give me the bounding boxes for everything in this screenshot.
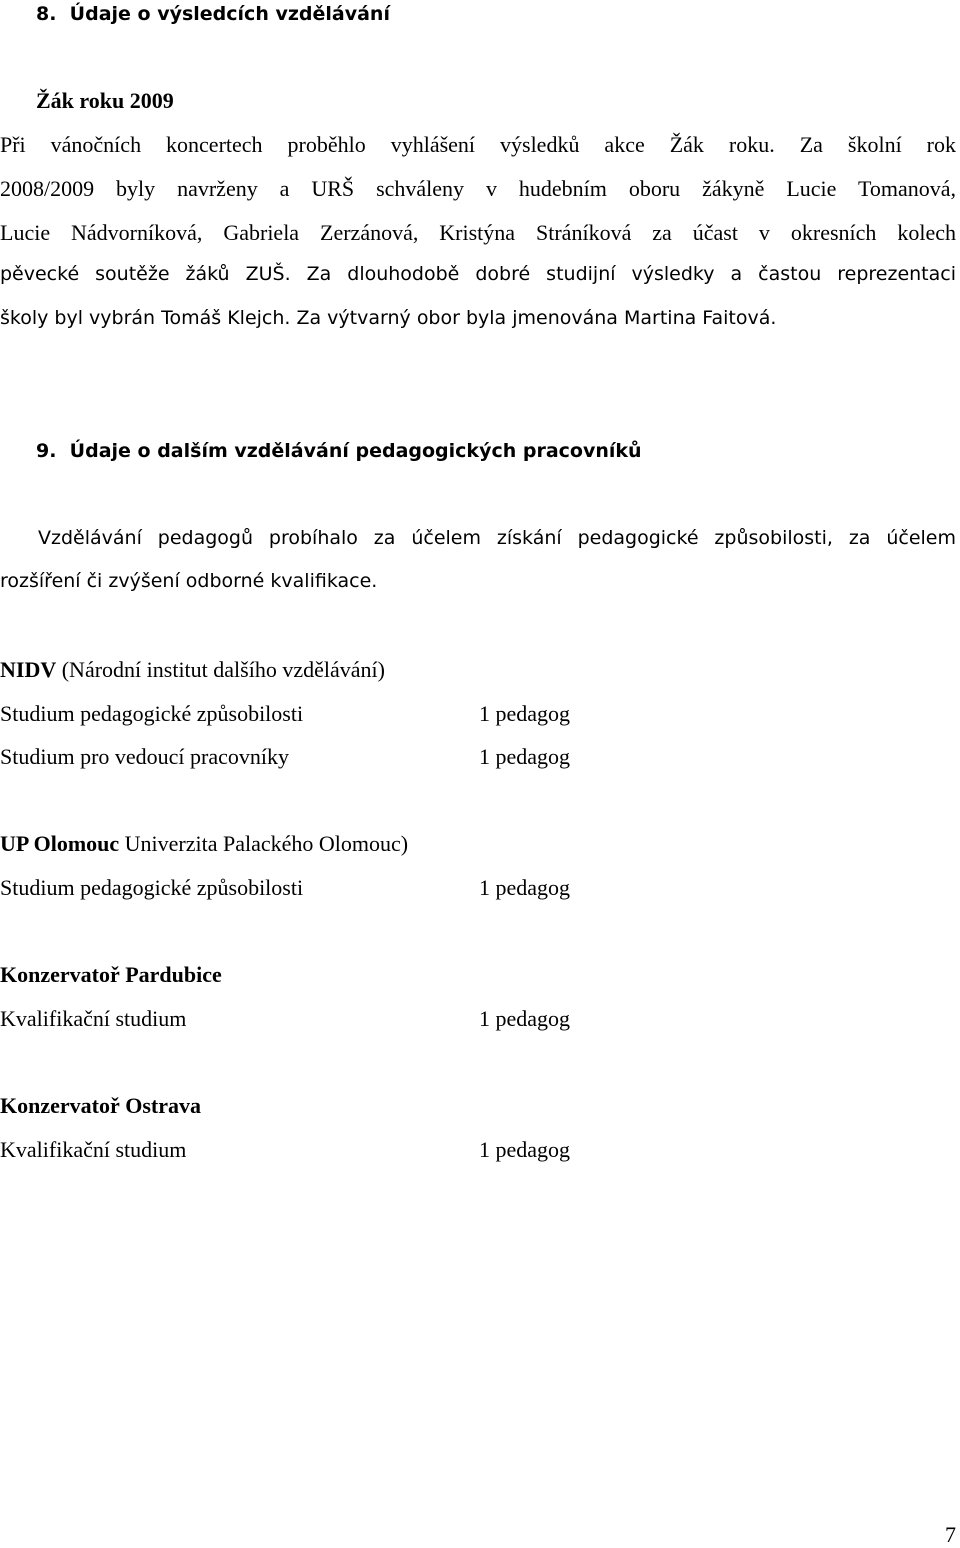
institution-name: NIDV xyxy=(0,657,57,682)
section-8-subheading: Žák roku 2009 xyxy=(36,88,174,113)
paragraph-line: pěvecké soutěže žáků ZUŠ. Za dlouhodobě dobré studijní výsledky a častou reprezentaci xyxy=(0,263,956,285)
page-number: 7 xyxy=(945,1522,956,1547)
institution-name: UP Olomouc xyxy=(0,831,120,856)
course-label: Studium pedagogické způsobilosti xyxy=(0,875,304,900)
institution-up-olomouc xyxy=(0,831,408,857)
paragraph-line: rozšíření či zvýšení odborné kvalifikace. xyxy=(0,570,378,592)
paragraph-line: školy byl vybrán Tomáš Klejch. Za výtvarný obor byla jmenována Martina Faitová. xyxy=(0,307,777,329)
course-label: Kvalifikační studium xyxy=(0,1006,187,1031)
institution-detail: Univerzita Palackého Olomouc) xyxy=(119,831,409,856)
course-count: 1 pedagog xyxy=(479,701,571,726)
institution-name: Konzervatoř Ostrava xyxy=(0,1093,201,1118)
paragraph-line: Lucie Nádvorníková, Gabriela Zerzánová, Kristýna Stráníková za účast v okresních kolech xyxy=(0,220,956,245)
paragraph-line: 2008/2009 byly navrženy a URŠ schváleny v hudebním oboru žákyně Lucie Tomanová, xyxy=(0,176,956,201)
course-label: Studium pro vedoucí pracovníky xyxy=(0,744,290,769)
course-count: 1 pedagog xyxy=(479,875,571,900)
course-label: Studium pedagogické způsobilosti xyxy=(0,701,304,726)
section-9-heading: 9. Údaje o dalším vzdělávání pedagogických pracovníků xyxy=(36,440,642,462)
course-count: 1 pedagog xyxy=(479,1137,571,1162)
course-count: 1 pedagog xyxy=(479,1006,571,1031)
institution-name: Konzervatoř Pardubice xyxy=(0,962,222,987)
paragraph-line: Vzdělávání pedagogů probíhalo za účelem získání pedagogické způsobilosti, za účelem xyxy=(38,527,956,549)
institution-detail: (Národní institut dalšího vzdělávání) xyxy=(56,657,385,682)
section-8-heading: 8. Údaje o výsledcích vzdělávání xyxy=(36,3,390,25)
course-count: 1 pedagog xyxy=(479,744,571,769)
course-label: Kvalifikační studium xyxy=(0,1137,187,1162)
institution-nidv xyxy=(0,657,385,683)
paragraph-line: Při vánočních koncertech proběhlo vyhlášení výsledků akce Žák roku. Za školní rok xyxy=(0,132,956,157)
